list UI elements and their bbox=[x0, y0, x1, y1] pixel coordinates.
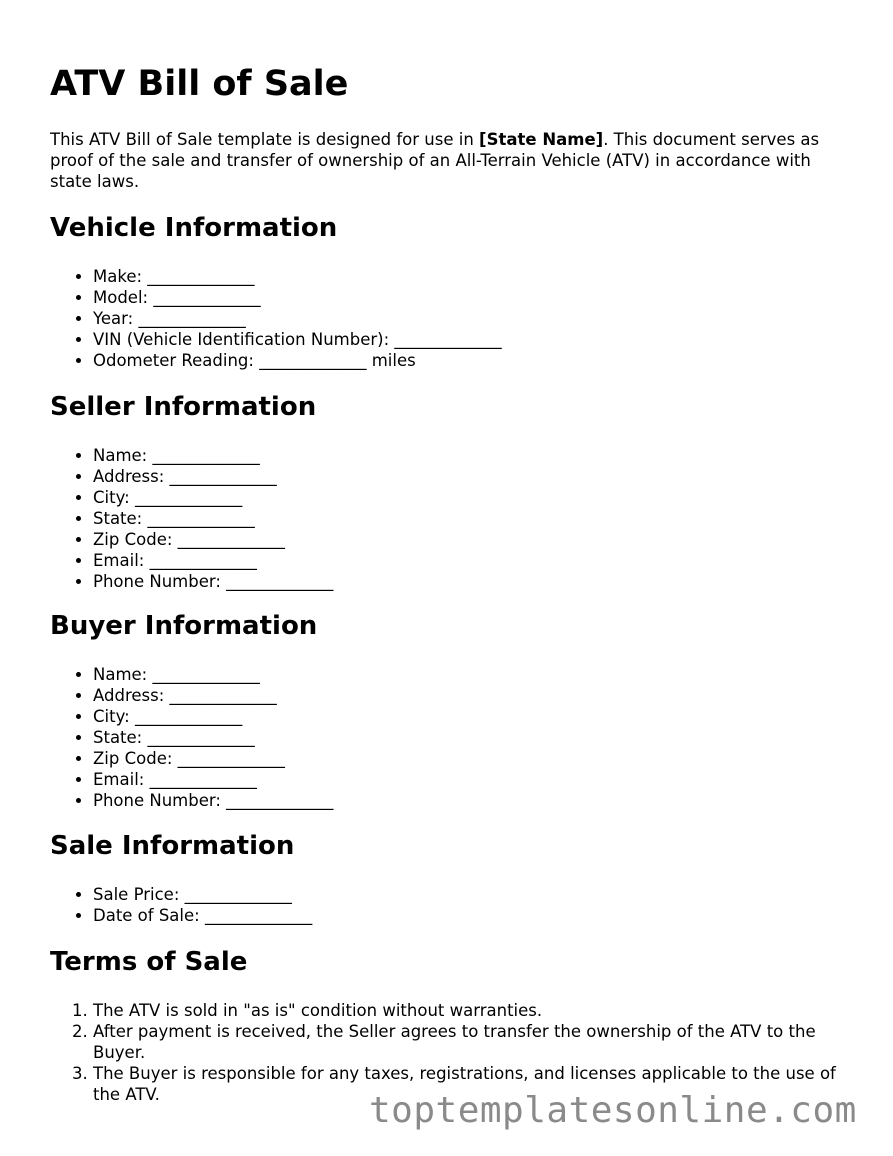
sale-information-list bbox=[50, 884, 850, 926]
list-item: 1. The ATV is sold in "as is" condition without warranties. bbox=[93, 1000, 850, 1021]
intro-text-before: This ATV Bill of Sale template is designed for use in bbox=[50, 130, 480, 149]
seller-information-list bbox=[50, 445, 850, 592]
state-name-placeholder: [State Name] bbox=[479, 130, 604, 149]
list-item: • State: _____________ bbox=[93, 508, 850, 529]
list-item: • City: _____________ bbox=[93, 487, 850, 508]
sale-information-heading: Sale Information bbox=[50, 831, 295, 861]
list-item: • Phone Number: _____________ bbox=[93, 790, 850, 811]
list-item: • Name: _____________ bbox=[93, 445, 850, 466]
list-item: 2. After payment is received, the Seller agrees to transfer the ownership of the ATV to the Buyer. bbox=[93, 1021, 850, 1063]
seller-information-heading: Seller Information bbox=[50, 392, 317, 422]
list-item: • Sale Price: _____________ bbox=[93, 884, 850, 905]
list-item: • City: _____________ bbox=[93, 706, 850, 727]
list-item: • Make: _____________ bbox=[93, 266, 850, 287]
list-item: 3. The Buyer is responsible for any taxes, registrations, and licenses applicable to the use of the ATV. bbox=[93, 1063, 850, 1105]
list-item: • VIN (Vehicle Identification Number): _____________ bbox=[93, 329, 850, 350]
list-item: • Date of Sale: _____________ bbox=[93, 905, 850, 926]
list-item: • Address: _____________ bbox=[93, 466, 850, 487]
list-item: • Zip Code: _____________ bbox=[93, 748, 850, 769]
buyer-information-heading: Buyer Information bbox=[50, 611, 318, 641]
buyer-information-list bbox=[50, 664, 850, 811]
watermark: toptemplatesonline.com bbox=[369, 1090, 857, 1131]
list-item: • Address: _____________ bbox=[93, 685, 850, 706]
terms-of-sale-heading: Terms of Sale bbox=[50, 947, 248, 977]
list-item: • Zip Code: _____________ bbox=[93, 529, 850, 550]
vehicle-information-heading: Vehicle Information bbox=[50, 213, 338, 243]
list-item: • Phone Number: _____________ bbox=[93, 571, 850, 592]
list-item: • Email: _____________ bbox=[93, 769, 850, 790]
intro-text-after: . This document serves as proof of the sale and transfer of ownership of an All-Terrain Vehicle (ATV) in accordance with state laws. bbox=[50, 130, 820, 191]
page-title: ATV Bill of Sale bbox=[50, 64, 349, 104]
list-item: • Year: _____________ bbox=[93, 308, 850, 329]
list-item: • Odometer Reading: _____________ miles bbox=[93, 350, 850, 371]
list-item: • Model: _____________ bbox=[93, 287, 850, 308]
vehicle-information-list bbox=[50, 266, 850, 371]
list-item: • Email: _____________ bbox=[93, 550, 850, 571]
list-item: • State: _____________ bbox=[93, 727, 850, 748]
intro-paragraph bbox=[50, 129, 850, 192]
list-item: • Name: _____________ bbox=[93, 664, 850, 685]
